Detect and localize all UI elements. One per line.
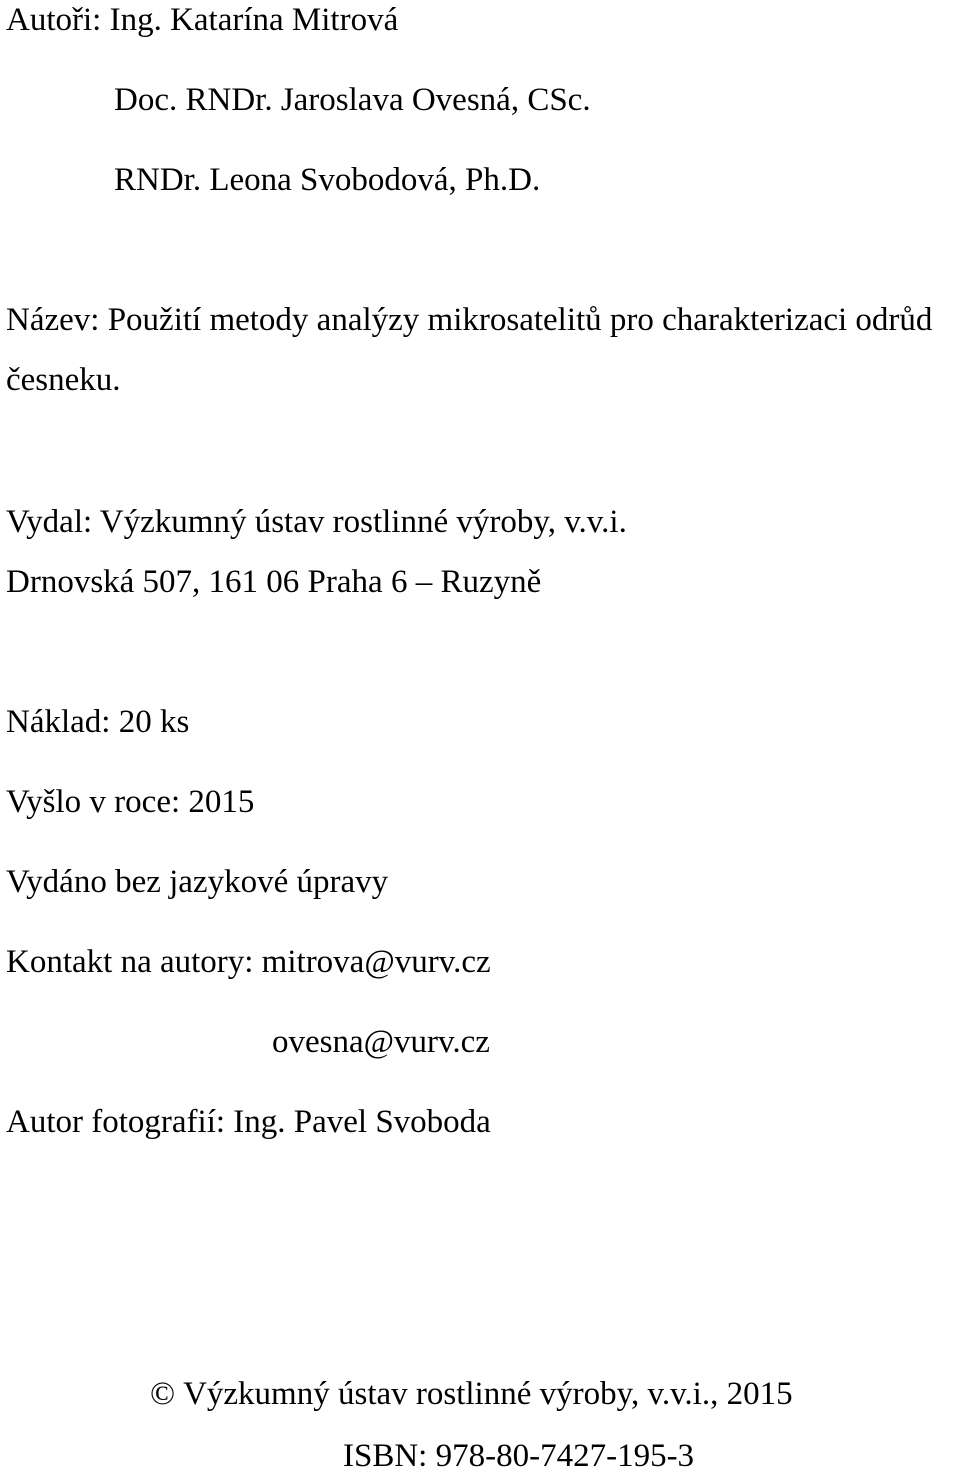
- copyright-text: Výzkumný ústav rostlinné výroby, v.v.i., 2015: [183, 1376, 793, 1412]
- print-run: Náklad: 20 ks: [6, 704, 190, 740]
- title-line: česneku.: [6, 362, 121, 398]
- isbn: ISBN: 978-80-7427-195-3: [343, 1438, 695, 1474]
- edition-note: Vydáno bez jazykové úpravy: [6, 864, 389, 900]
- contact-line: Kontakt na autory: mitrova@vurv.cz: [6, 944, 491, 980]
- publisher-address: Drnovská 507, 161 06 Praha 6 – Ruzyně: [6, 564, 542, 600]
- title-line: Název: Použití metody analýzy mikrosatelitů pro charakterizaci odrůd: [6, 302, 933, 338]
- photo-credit: Autor fotografií: Ing. Pavel Svoboda: [6, 1104, 491, 1140]
- publisher-line: Vydal: Výzkumný ústav rostlinné výroby, v.v.i.: [6, 504, 627, 540]
- copyright-line: [150, 1374, 793, 1414]
- copyright-icon: ©: [150, 1376, 176, 1412]
- contact-email: ovesna@vurv.cz: [272, 1024, 490, 1060]
- author-name: Doc. RNDr. Jaroslava Ovesná, CSc.: [114, 82, 591, 118]
- publication-year: Vyšlo v roce: 2015: [6, 784, 255, 820]
- authors-line: Autoři: Ing. Katarína Mitrová: [6, 2, 399, 38]
- author-name: RNDr. Leona Svobodová, Ph.D.: [114, 162, 541, 198]
